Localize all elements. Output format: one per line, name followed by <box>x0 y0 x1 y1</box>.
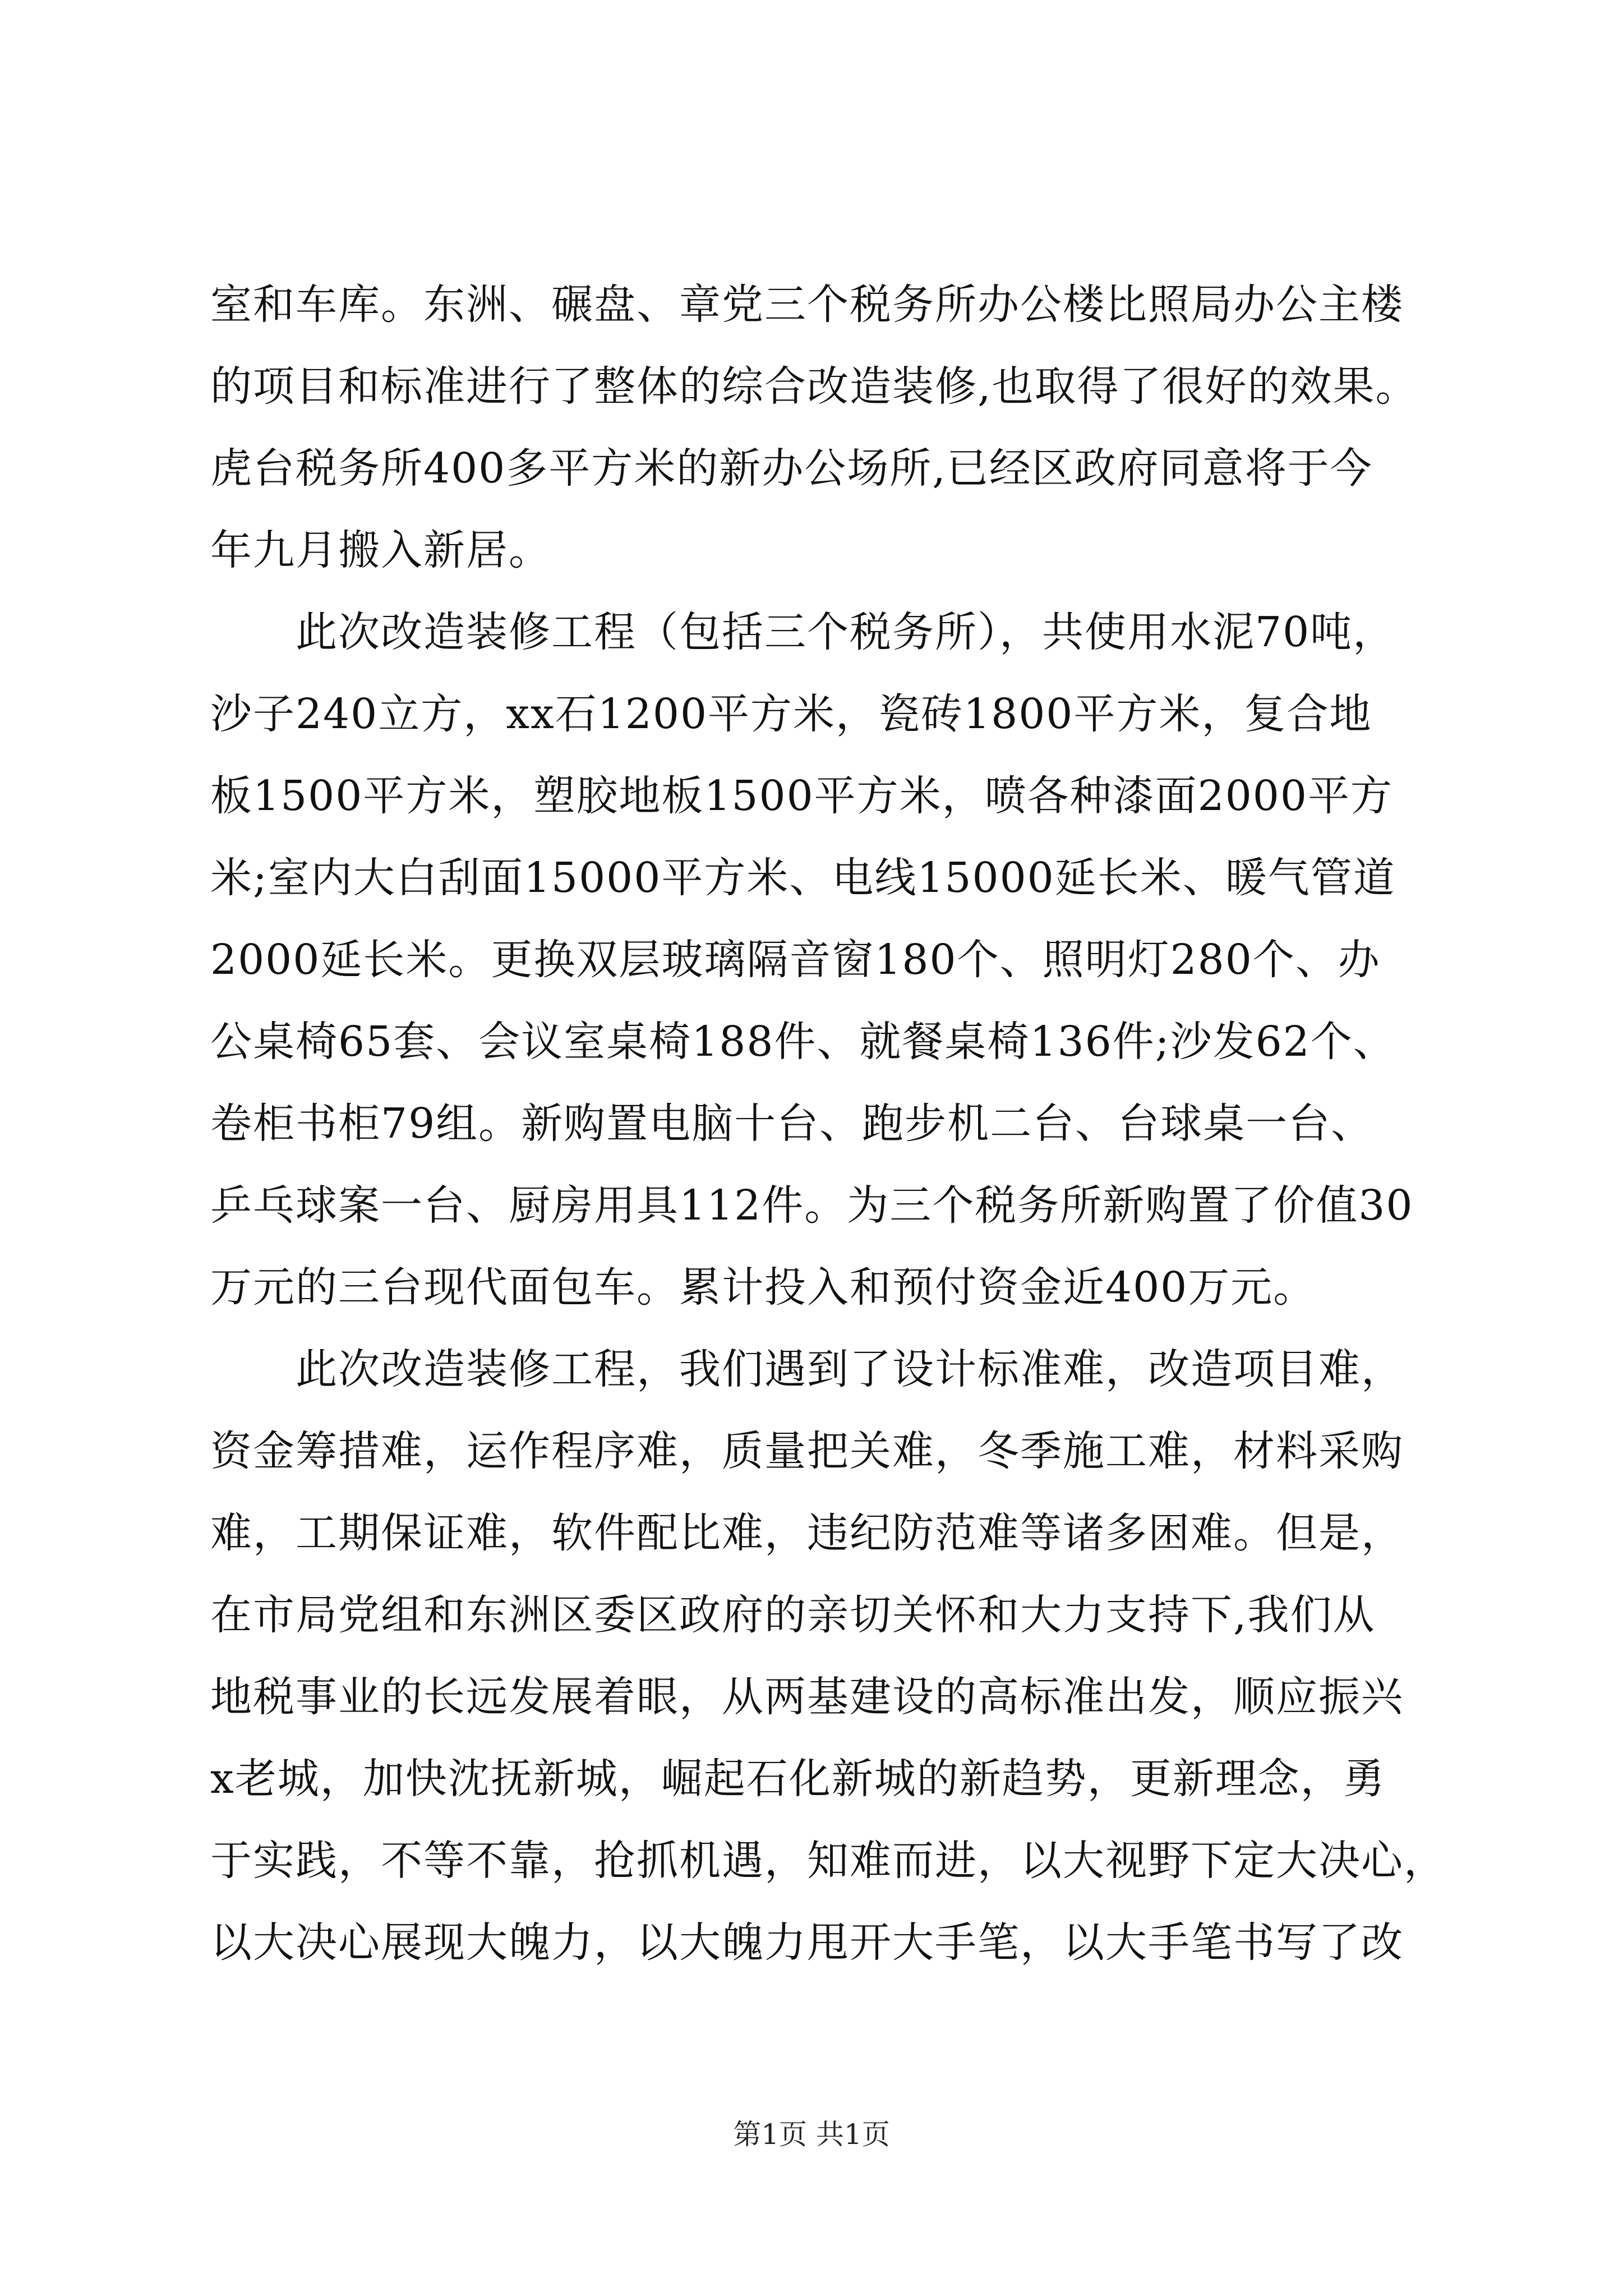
text-line-8: 米;室内大白刮面15000平方米、电线15000延长米、暖气管道 <box>210 854 1396 902</box>
text-line-17: 在市局党组和东洲区委区政府的亲切关怀和大力支持下,我们从 <box>210 1591 1376 1639</box>
text-line-15: 资金筹措难，运作程序难，质量把关难，冬季施工难，材料采购 <box>210 1427 1404 1475</box>
text-line-19: x老城，加快沈抚新城，崛起石化新城的新趋势，更新理念，勇 <box>210 1755 1386 1803</box>
page-footer: 第1页 共1页 <box>733 2118 890 2151</box>
text-line-12: 乒乓球案一台、厨房用具112件。为三个税务所新购置了价值30 <box>210 1181 1414 1230</box>
text-line-9: 2000延长米。更换双层玻璃隔音窗180个、照明灯280个、办 <box>210 936 1381 984</box>
text-line-1: 室和车库。东洲、碾盘、章党三个税务所办公楼比照局办公主楼 <box>210 280 1404 329</box>
text-line-14: 此次改造装修工程，我们遇到了设计标准难，改造项目难， <box>210 1345 1404 1393</box>
text-line-6: 沙子240立方，xx石1200平方米，瓷砖1800平方米，复合地 <box>210 690 1372 738</box>
text-line-5: 此次改造装修工程（包括三个税务所），共使用水泥70吨， <box>210 608 1396 656</box>
text-line-11: 卷柜书柜79组。新购置电脑十台、跑步机二台、台球桌一台、 <box>210 1099 1374 1148</box>
text-line-10: 公桌椅65套、会议室桌椅188件、就餐桌椅136件;沙发62个、 <box>210 1018 1396 1066</box>
text-line-21: 以大决心展现大魄力，以大魄力甩开大手笔，以大手笔书写了改 <box>210 1918 1404 1967</box>
text-line-7: 板1500平方米，塑胶地板1500平方米，喷各种漆面2000平方 <box>210 772 1393 820</box>
text-line-16: 难，工期保证难，软件配比难，违纪防范难等诸多困难。但是， <box>210 1509 1404 1557</box>
text-line-3: 虎台税务所400多平方米的新办公场所,已经区政府同意将于今 <box>210 444 1373 493</box>
body-text <box>210 264 1446 1984</box>
text-line-20: 于实践，不等不靠，抢抓机遇，知难而进，以大视野下定大决心， <box>210 1837 1446 1885</box>
text-line-2: 的项目和标准进行了整体的综合改造装修,也取得了很好的效果。 <box>210 362 1418 411</box>
text-line-4: 年九月搬入新居。 <box>210 526 551 574</box>
text-line-13: 万元的三台现代面包车。累计投入和预付资金近400万元。 <box>210 1263 1316 1312</box>
text-line-18: 地税事业的长远发展着眼，从两基建设的高标准出发，顺应振兴 <box>210 1673 1404 1721</box>
